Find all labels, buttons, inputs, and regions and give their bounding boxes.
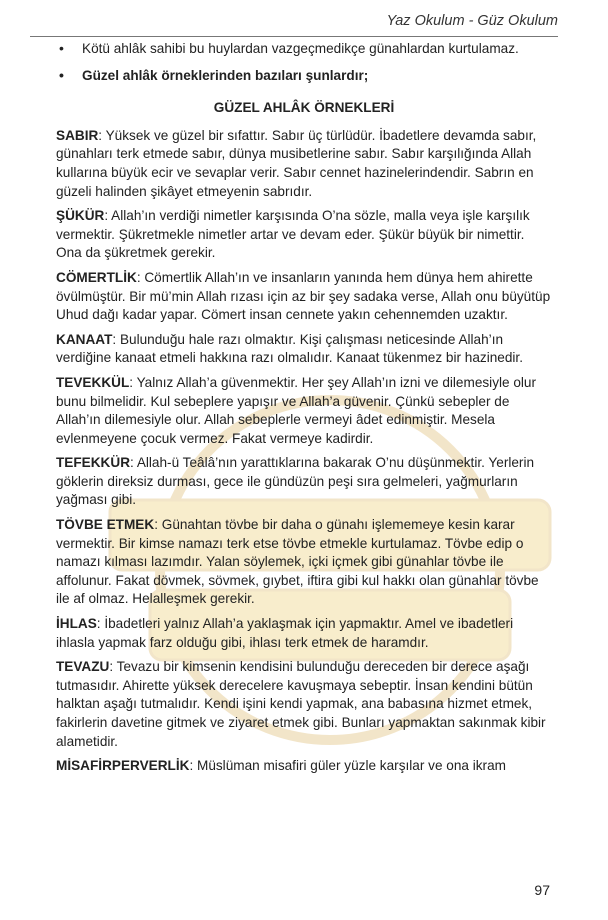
entry-text: : Yalnız Allah’a güvenmektir. Her şey Allah’ın izni ve dilemesiyle olur bunu bilmelidir. Kul sebeplere yapışır ve Allah’a güvenir. Çünkü sebepler de Allah’ın dilemesiyle olur. Allah sebeplerle vermeyi âdet edinmiştir. Mesela evlenmeyene çocuk vermez. Fakat vermeye kadirdir.: [56, 374, 537, 446]
bullet-dot-icon: •: [59, 40, 64, 56]
entry-sabir: [56, 127, 552, 201]
entry-term: MİSAFİRPERVERLİK: [56, 758, 190, 774]
entry-text: : Bulunduğu hale razı olmaktır. Kişi çalışması neticesinde Allah’ın verdiğine kanaat etmeli hakkına razı olmalıdır. Kanaat tükenmez bir hazinedir.: [56, 331, 523, 366]
page-header: [30, 8, 558, 37]
entry-tevazu: [56, 658, 552, 751]
page-number: 97: [534, 882, 550, 898]
bullet-item: [56, 67, 552, 86]
bullet-item: [56, 40, 552, 59]
entry-term: TEVEKKÜL: [56, 374, 130, 390]
entry-text: : Cömertlik Allah’ın ve insanların yanında hem dünya hem ahirette övülmüştür. Bir mü’min Allah rızası için az bir şey sadaka verse, Allah onu büyütüp Uhud dağı kadar yapar. Cömert insan cennete yakın cehennemden uzaktır.: [56, 269, 551, 323]
bullet-dot-icon: •: [59, 66, 64, 83]
entry-term: TEFEKKÜR: [56, 455, 131, 471]
entry-tevekkul: [56, 374, 552, 448]
entry-comertlik: [56, 269, 552, 325]
entry-kanaat: [56, 331, 552, 368]
page-content: [56, 40, 552, 782]
entry-text: : Günahtan tövbe bir daha o günahı işlememeye kesin karar vermektir. Bir kimse namazı terk etse tövbe etmekle kurtulamaz. Tövbe edip o namazı kılması lazımdır. Yalan söylemek, içki içmek gibi günahlar tövbe ile affolunur. Fakat dövmek, sövmek, gıybet, iftira gibi kul hakkı olan günahlar tövbe ile af olmaz. Helalleşmek gerekir.: [56, 517, 539, 607]
section-title: GÜZEL AHLÂK ÖRNEKLERİ: [213, 100, 395, 116]
entry-term: TEVAZU: [56, 659, 110, 675]
entry-term: ŞÜKÜR: [56, 208, 105, 224]
entry-text: : Allah-ü Teâlâ’nın yarattıklarına bakarak O’nu düşünmektir. Yerlerin göklerin direksiz durması, gece ile gündüzün peşi sıra gelmeleri, yağmurların yağması gibi.: [56, 455, 535, 508]
entry-text: : Yüksek ve güzel bir sıfattır. Sabır üç türlüdür. İbadetlere devamda sabır, günahları terk etmede sabır, dünya musibetlerine sabır. Sabır karşılığında Allah kullarına büyük ecir ve sevaplar verir. Sabır cennet hazinelerindendir. Sabrın en güzeli halinden şikâyet etmeyenin sabrıdır.: [56, 127, 537, 199]
entry-text: : Müslüman misafiri güler yüzle karşılar ve ona ikram: [189, 758, 506, 774]
entry-text: : İbadetleri yalnız Allah’a yaklaşmak için yapmaktır. Amel ve ibadetleri ihlasla yapmak farz olduğu gibi, ihlası terk etmek de haramdır.: [56, 616, 514, 650]
entry-text: : Tevazu bir kimsenin kendisini bulunduğu dereceden bir derece aşağı tutmasıdır. Ahirette yüksek derecelere kavuşmaya sebeptir. İnsan kendini bütün halktan aşağı tutmalıdır. Kendi işini kendi yapmak, ana babasına hizmet etmek, fakirlerin davetine gitmek ve ziyaret etmek gibi. Bunları yapmaktan sakınmak kibir alametidir.: [56, 659, 546, 749]
entry-tovbe-etmek: [56, 516, 552, 609]
entry-misafirperverlik: [56, 757, 552, 776]
entry-term: CÖMERTLİK: [56, 269, 137, 285]
entry-text: : Allah’ın verdiği nimetler karşısında O’na sözle, malla veya işle karşılık vermektir. Şükretmekle nimetler artar ve devam eder. Şükür büyük bir nimettir. Ona da şükretmek gerekir.: [56, 208, 530, 261]
bullet-text: Güzel ahlâk örneklerinden bazıları şunlardır;: [82, 67, 369, 83]
entry-ihlas: [56, 615, 552, 652]
entry-term: KANAAT: [56, 331, 113, 347]
entry-tefekkur: [56, 454, 552, 510]
entry-term: SABIR: [56, 127, 99, 143]
entry-term: İHLAS: [56, 616, 97, 632]
entry-sukur: [56, 207, 552, 263]
entry-term: TÖVBE ETMEK: [56, 517, 155, 533]
bullet-text: Kötü ahlâk sahibi bu huylardan vazgeçmedikçe günahlardan kurtulamaz.: [82, 41, 519, 56]
header-title: Yaz Okulum - Güz Okulum: [386, 13, 558, 29]
